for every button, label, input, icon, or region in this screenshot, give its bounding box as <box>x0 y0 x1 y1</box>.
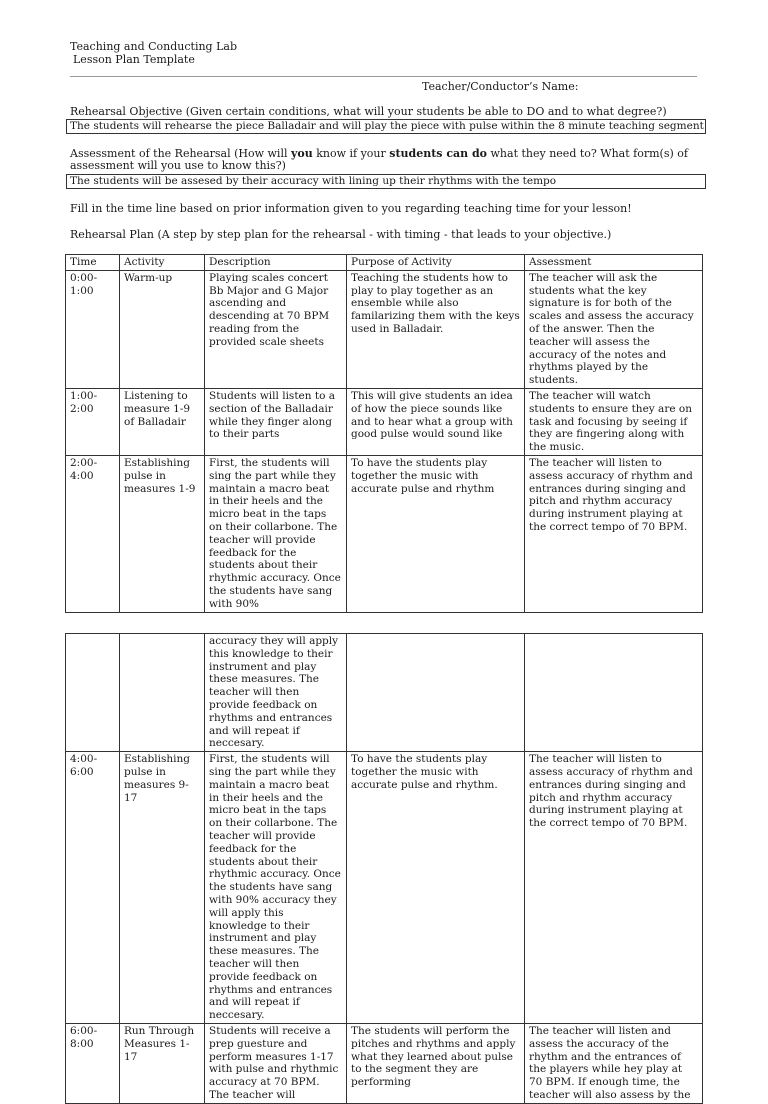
table-row <box>66 752 703 1024</box>
cell-activity[interactable]: Run Through Measures 1-17 <box>120 1023 205 1103</box>
objective-prompt: Rehearsal Objective (Given certain conditions, what will your students be able to DO and to what degree?) <box>70 105 667 118</box>
cell-time[interactable]: 0:00-1:00 <box>66 270 120 388</box>
teacher-name-label: Teacher/Conductor’s Name: <box>422 80 579 93</box>
assessment-prompt-bold: students can do <box>389 147 488 160</box>
header-assessment: Assessment <box>525 255 703 271</box>
header-purpose: Purpose of Activity <box>347 255 525 271</box>
objective-answer-field[interactable]: The students will rehearse the piece Balladair and will play the piece with pulse within the 8 minute teaching segment <box>66 119 706 134</box>
table-header-row <box>66 255 703 271</box>
cell-description[interactable]: First, the students will sing the part while they maintain a macro beat in their heels and the micro beat in the taps on their collarbone. The teacher will provide feedback for the students about their rhythmic accuracy. Once the students have sang with 90% <box>205 455 347 612</box>
cell-time[interactable]: 1:00-2:00 <box>66 388 120 455</box>
header-divider <box>70 76 697 77</box>
cell-assessment[interactable]: The teacher will listen to assess accuracy of rhythm and entrances during singing and pitch and rhythm accuracy during instrument playing at the correct tempo of 70 BPM. <box>525 752 703 1024</box>
cell-assessment[interactable]: The teacher will listen and assess the accuracy of the rhythm and the entrances of the players while hey play at 70 BPM. If enough time, the teacher will also assess by the <box>525 1023 703 1103</box>
cell-purpose[interactable]: This will give students an idea of how the piece sounds like and to hear what a group with good pulse would sound like <box>347 388 525 455</box>
cell-purpose[interactable]: Teaching the students how to play to play together as an ensemble while also familarizing them with the keys used in Balladair. <box>347 270 525 388</box>
cell-time[interactable] <box>66 634 120 752</box>
rehearsal-plan-intro: Rehearsal Plan (A step by step plan for the rehearsal - with timing - that leads to your objective.) <box>70 228 612 241</box>
cell-time[interactable]: 2:00-4:00 <box>66 455 120 612</box>
rehearsal-plan-table-continued <box>65 633 703 1104</box>
assessment-prompt-you: you <box>290 147 313 160</box>
cell-assessment[interactable]: The teacher will watch students to ensure they are on task and focusing by seeing if they are fingering along with the music. <box>525 388 703 455</box>
cell-assessment[interactable]: The teacher will ask the students what the key signature is for both of the scales and assess the accuracy of the answer. Then the teacher will assess the accuracy of the notes and rhythms played by the students. <box>525 270 703 388</box>
cell-purpose[interactable]: To have the students play together the music with accurate pulse and rhythm. <box>347 752 525 1024</box>
header-description: Description <box>205 255 347 271</box>
assessment-prompt-part: what they need to? What form(s) of assessment will you use to know this?) <box>70 147 688 172</box>
cell-description[interactable]: Students will receive a prep guesture and perform measures 1-17 with pulse and rhythmic accuracy at 70 BPM. The teacher will <box>205 1023 347 1103</box>
cell-activity[interactable]: Warm-up <box>120 270 205 388</box>
cell-assessment[interactable]: The teacher will listen to assess accuracy of rhythm and entrances during singing and pitch and rhythm accuracy during instrument playing at the correct tempo of 70 BPM. <box>525 455 703 612</box>
assessment-prompt-part: Assessment of the Rehearsal (How will <box>70 147 291 160</box>
cell-purpose[interactable]: The students will perform the pitches and rhythms and apply what they learned about pulse to the segment they are performing <box>347 1023 525 1103</box>
table-row <box>66 1023 703 1103</box>
cell-activity[interactable]: Establishing pulse in measures 9-17 <box>120 752 205 1024</box>
table-row <box>66 634 703 752</box>
cell-purpose[interactable]: To have the students play together the music with accurate pulse and rhythm <box>347 455 525 612</box>
cell-activity[interactable]: Listening to measure 1-9 of Balladair <box>120 388 205 455</box>
table-row <box>66 270 703 388</box>
cell-purpose[interactable] <box>347 634 525 752</box>
cell-assessment[interactable] <box>525 634 703 752</box>
assessment-prompt <box>70 148 695 172</box>
plan-table-page2 <box>0 633 768 1101</box>
cell-description[interactable]: Students will listen to a section of the Balladair while they finger along to their parts <box>205 388 347 455</box>
timeline-instruction: Fill in the time line based on prior information given to you regarding teaching time for your lesson! <box>70 202 632 215</box>
template-title: Lesson Plan Template <box>73 53 195 66</box>
cell-description[interactable]: First, the students will sing the part while they maintain a macro beat in their heels and the micro beat in the taps on their collarbone. The teacher will provide feedback for the students about their rhythmic accuracy. Once the students have sang with 90% accuracy they will apply this knowledge to their instrument and play these measures. The teacher will then provide feedback on rhythms and entrances and will repeat if neccesary. <box>205 752 347 1024</box>
header-time: Time <box>66 255 120 271</box>
cell-time[interactable]: 4:00-6:00 <box>66 752 120 1024</box>
cell-time[interactable]: 6:00-8:00 <box>66 1023 120 1103</box>
rehearsal-plan-table <box>65 254 703 613</box>
course-title: Teaching and Conducting Lab <box>70 40 237 53</box>
table-row <box>66 455 703 612</box>
assessment-answer-field[interactable]: The students will be assesed by their accuracy with lining up their rhythms with the tempo <box>66 174 706 189</box>
cell-description[interactable]: accuracy they will apply this knowledge to their instrument and play these measures. The teacher will then provide feedback on rhythms and entrances and will repeat if neccesary. <box>205 634 347 752</box>
cell-activity[interactable] <box>120 634 205 752</box>
table-row <box>66 388 703 455</box>
cell-activity[interactable]: Establishing pulse in measures 1-9 <box>120 455 205 612</box>
assessment-prompt-part: know if your <box>312 147 390 160</box>
plan-table-page1 <box>0 254 768 610</box>
cell-description[interactable]: Playing scales concert Bb Major and G Major ascending and descending at 70 BPM reading from the provided scale sheets <box>205 270 347 388</box>
document-header <box>70 40 237 66</box>
header-activity: Activity <box>120 255 205 271</box>
